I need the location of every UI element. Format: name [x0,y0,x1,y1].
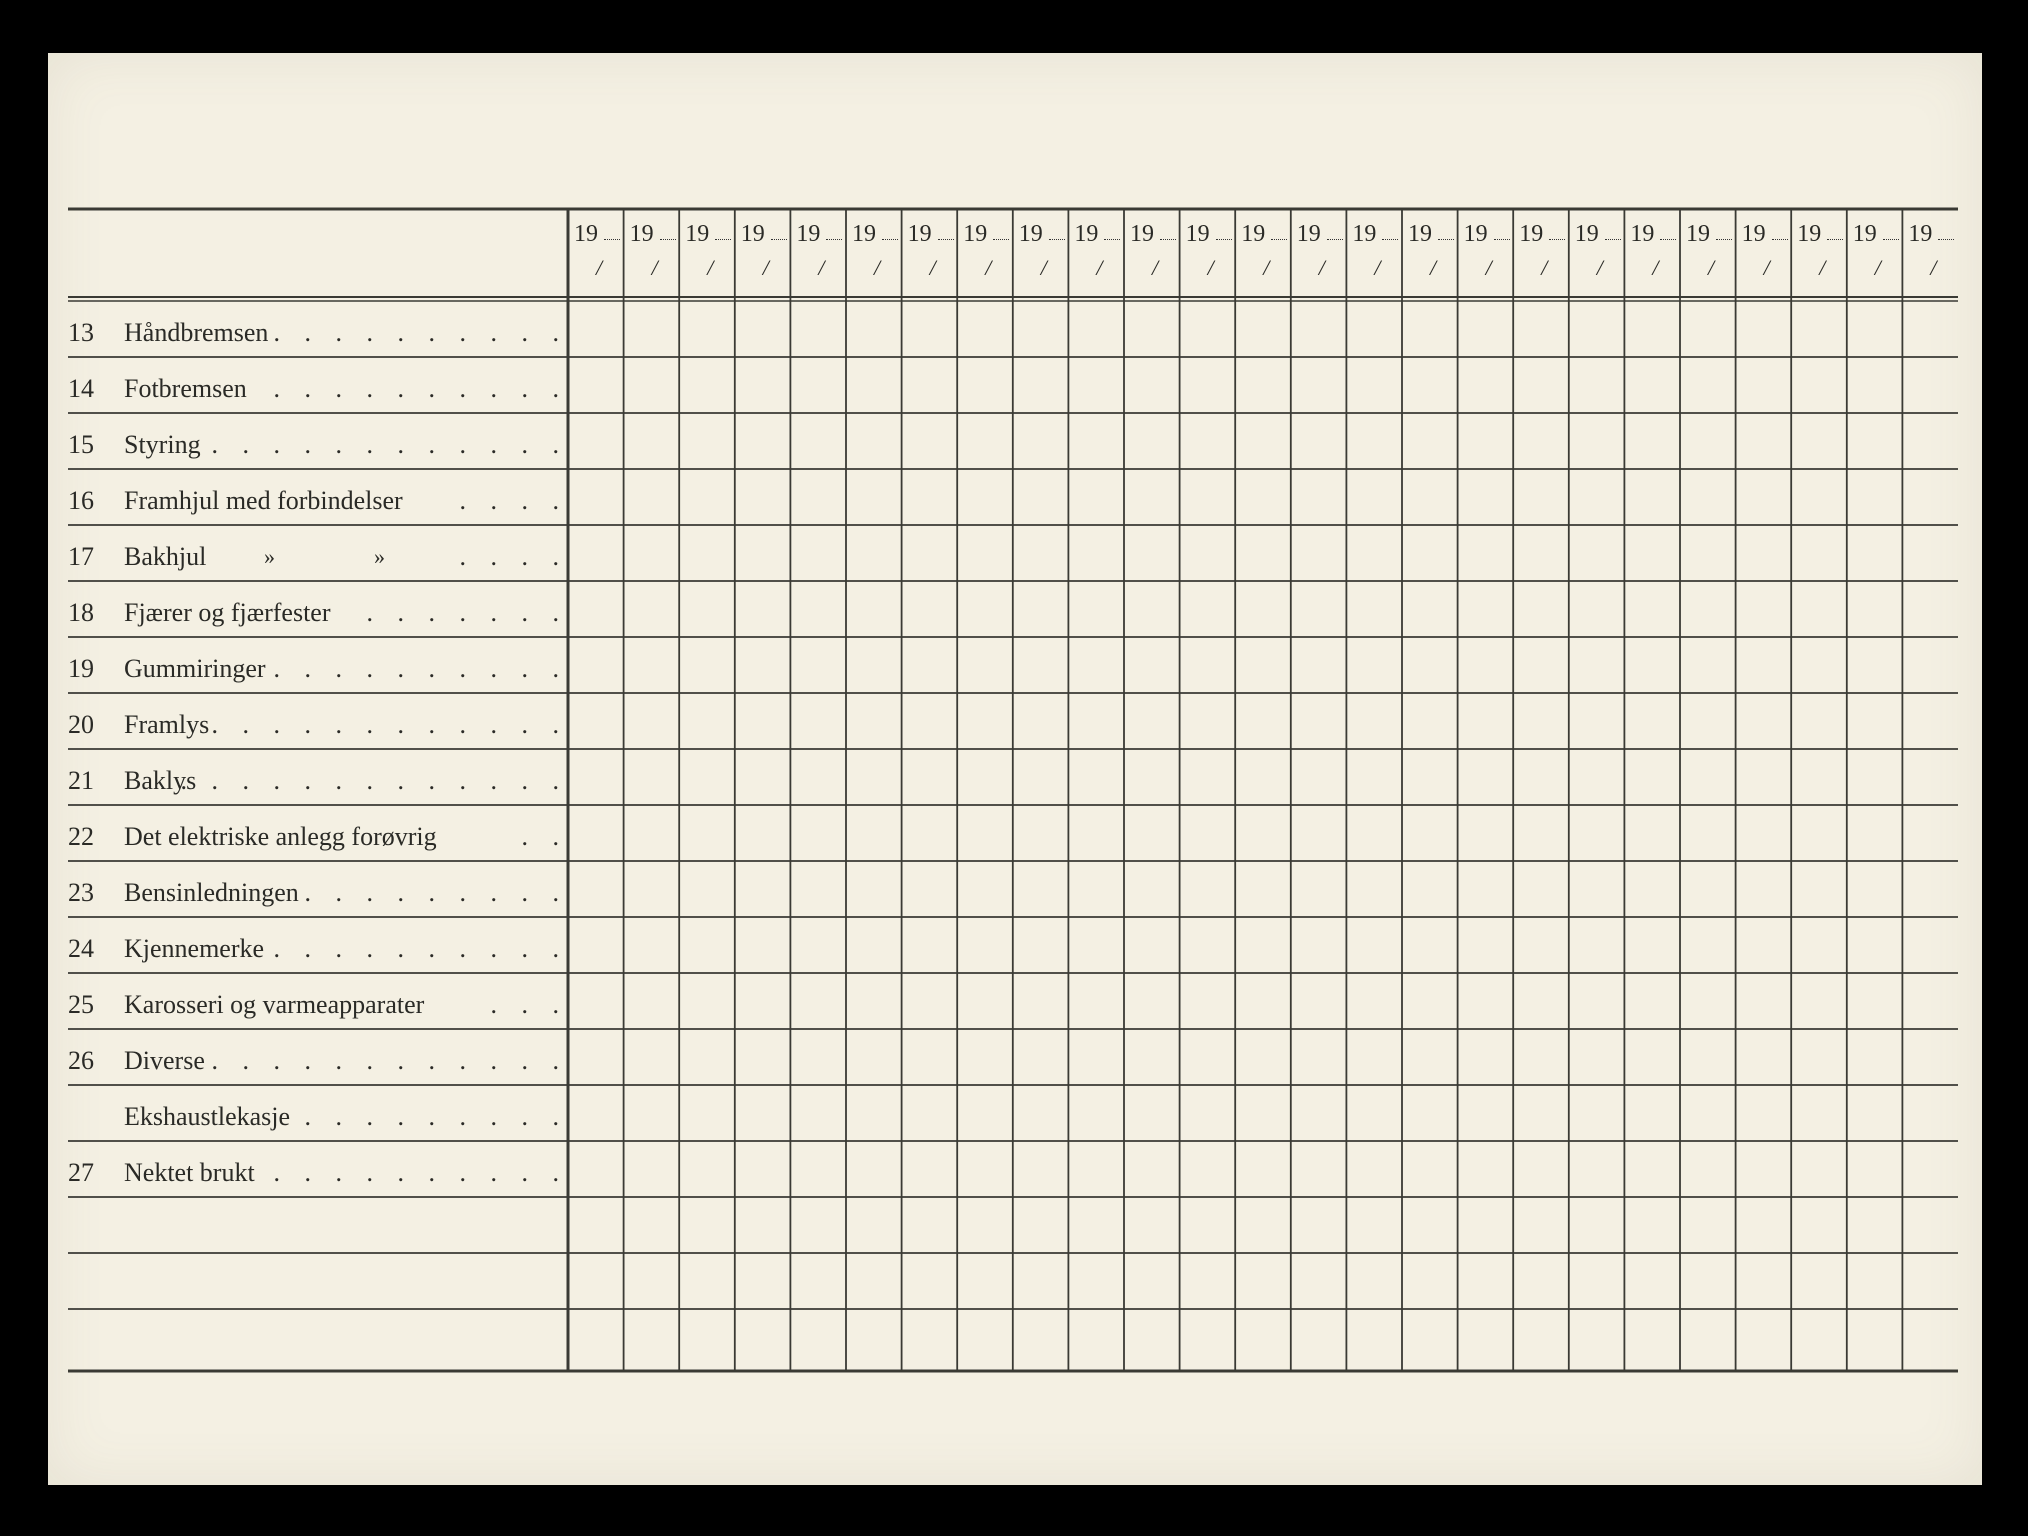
date-header-cell [1346,221,1402,291]
date-header-cell [1068,221,1124,291]
row-number: 26 [68,1046,94,1075]
date-year-prefix: 19 [1130,221,1154,247]
row-label: Baklys [124,766,197,795]
date-header-cell [902,221,958,291]
date-year-prefix: 19 [740,221,765,247]
checklist-row [68,1033,568,1089]
date-year-prefix: 19 [1797,221,1822,247]
ditto-mark: » [374,544,385,569]
date-year-blank [604,239,620,240]
date-slash: / [1819,255,1826,280]
date-year-blank [771,239,787,240]
date-year-blank [1938,239,1954,240]
date-header-cell [624,221,680,291]
date-year-prefix: 19 [852,221,876,247]
row-leader-dots: . . . . . . . . . [304,878,568,907]
date-year-blank [826,239,842,240]
date-header-cell [1513,221,1569,291]
date-year-prefix: 19 [907,221,932,247]
row-leader-dots: . . . . . . . . . . . . [211,430,568,459]
row-number: 15 [68,430,94,459]
date-header-cell [1847,221,1903,291]
row-label: Håndbremsen [124,318,269,347]
date-slash: / [1096,255,1103,280]
date-slash: / [1374,255,1381,280]
date-year-blank [1827,239,1843,240]
date-slash: / [985,255,992,280]
date-year-prefix: 19 [629,221,654,247]
row-number: 18 [68,598,94,627]
date-year-blank [1160,239,1176,240]
row-number: 24 [68,934,94,963]
checklist-row [68,809,568,865]
row-number: 21 [68,766,94,795]
row-number: 17 [68,542,94,571]
date-slash: / [1263,255,1270,280]
date-year-blank [1716,239,1732,240]
date-slash: / [596,255,603,280]
date-year-blank [715,239,731,240]
date-header-cell [1235,221,1291,291]
checklist-row [68,1089,568,1145]
date-year-prefix: 19 [1630,221,1655,247]
checklist-row [68,361,568,417]
checklist-row [68,921,568,977]
row-leader-dots: . . . . . . . . . . . . [211,710,568,739]
row-label: Bensinledningen [124,878,299,907]
date-year-blank [938,239,954,240]
checklist-row [68,753,568,809]
date-year-prefix: 19 [1352,221,1377,247]
row-label: Kjennemerke [124,934,265,963]
date-header-cell [1624,221,1680,291]
date-header-cell [790,221,846,291]
date-year-blank [1327,239,1343,240]
row-leader-dots: . . . [490,990,568,1019]
row-label: Karosseri og varmeapparater [124,990,425,1019]
date-year-prefix: 19 [1463,221,1488,247]
row-label: Styring [124,430,201,459]
date-slash: / [762,255,769,280]
date-slash: / [1930,255,1937,280]
date-slash: / [929,255,936,280]
date-year-prefix: 19 [1074,221,1099,247]
checklist-row [68,977,568,1033]
date-slash: / [1763,255,1770,280]
date-header-cell [1680,221,1736,291]
date-year-blank [1216,239,1232,240]
date-header-cell [1402,221,1458,291]
checklist-row [68,585,568,641]
checklist-row [68,473,568,529]
date-year-prefix: 19 [1852,221,1877,247]
inspection-card [48,53,1982,1485]
row-number: 16 [68,486,94,515]
date-header-cell [568,221,624,291]
date-header-cell [1180,221,1236,291]
date-header-cell [735,221,791,291]
date-header-cell [1291,221,1347,291]
date-year-prefix: 19 [685,221,710,247]
row-label: Framhjul med forbindelser [124,486,403,515]
date-slash: / [1596,255,1603,280]
row-label: Diverse [124,1046,205,1075]
date-year-blank [660,239,676,240]
row-leader-dots: . . . . [459,542,568,571]
date-year-blank [1883,239,1899,240]
row-number: 20 [68,710,94,739]
date-year-prefix: 19 [1908,221,1933,247]
date-year-blank [1382,239,1398,240]
date-year-blank [1549,239,1565,240]
date-year-blank [1660,239,1676,240]
row-leader-dots: . . . . . . . . . [304,1102,568,1131]
date-year-blank [1049,239,1065,240]
date-slash: / [1708,255,1715,280]
date-header-cell [1736,221,1792,291]
row-leader-dots: . . . . . . . . . . [273,934,568,963]
date-slash: / [1207,255,1214,280]
row-number: 22 [68,822,94,851]
row-label: Gummiringer [124,654,266,683]
date-year-blank [1104,239,1120,240]
date-slash: / [1485,255,1492,280]
date-year-prefix: 19 [1018,221,1043,247]
date-year-prefix: 19 [1185,221,1210,247]
date-slash: / [1040,255,1047,280]
date-slash: / [1430,255,1437,280]
date-year-prefix: 19 [1408,221,1432,247]
date-year-prefix: 19 [1741,221,1766,247]
row-leader-dots: . . . . . . . . . . [273,374,568,403]
row-label: Ekshaustlekasje [124,1102,291,1131]
date-slash: / [1152,255,1159,280]
date-header-cell [679,221,735,291]
date-header-cell [846,221,902,291]
date-year-prefix: 19 [1686,221,1710,247]
row-leader-dots: . . . . . . . . . . . . [211,1046,568,1075]
row-leader-dots: . . . . . . . . . . [273,318,568,347]
checklist-row [68,641,568,697]
date-year-blank [1772,239,1788,240]
ditto-mark: » [264,544,275,569]
date-year-prefix: 19 [963,221,988,247]
row-leader-dots: . . . . . . . . . . . . . [180,766,568,795]
date-header-cell [1124,221,1180,291]
row-leader-dots: . . . . . . . [366,598,568,627]
date-header-cell [1902,221,1958,291]
date-slash: / [1652,255,1659,280]
date-year-prefix: 19 [1519,221,1544,247]
row-number: 13 [68,318,94,347]
date-header-cell [1791,221,1847,291]
date-slash: / [874,255,881,280]
date-year-prefix: 19 [1574,221,1599,247]
date-year-prefix: 19 [574,221,598,247]
checklist-row [68,529,568,585]
row-label: Det elektriske anlegg forøvrig [124,822,437,851]
date-slash: / [651,255,658,280]
date-year-blank [1605,239,1621,240]
date-year-prefix: 19 [1296,221,1321,247]
checklist-row [68,1145,568,1201]
date-slash: / [818,255,825,280]
date-year-prefix: 19 [796,221,821,247]
row-label: Nektet brukt [124,1158,255,1187]
date-slash: / [1541,255,1548,280]
row-label: Fjærer og fjærfester [124,598,331,627]
row-number: 14 [68,374,94,403]
row-leader-dots: . . . . [459,486,568,515]
row-label: Fotbremsen [124,374,247,403]
date-year-blank [1271,239,1287,240]
row-leader-dots: . . . . . . . . . . [273,1158,568,1187]
row-leader-dots: . . . . . . . . . . [273,654,568,683]
date-year-blank [993,239,1009,240]
date-year-prefix: 19 [1241,221,1266,247]
checklist-row [68,697,568,753]
date-slash: / [1318,255,1325,280]
row-label: Framlys [124,710,210,739]
date-slash: / [1874,255,1881,280]
date-year-blank [1438,239,1454,240]
checklist-row [68,865,568,921]
row-label: Bakhjul [124,542,207,571]
date-header-cell [1569,221,1625,291]
row-number: 19 [68,654,94,683]
row-number: 23 [68,878,94,907]
date-slash: / [707,255,714,280]
row-number: 27 [68,1158,94,1187]
date-year-blank [1494,239,1510,240]
checklist-row [68,417,568,473]
row-number: 25 [68,990,94,1019]
date-header-cell [957,221,1013,291]
date-header-cell [1458,221,1514,291]
date-header-cell [1013,221,1069,291]
row-leader-dots: . . [521,822,568,851]
date-year-blank [882,239,898,240]
checklist-row [68,305,568,361]
